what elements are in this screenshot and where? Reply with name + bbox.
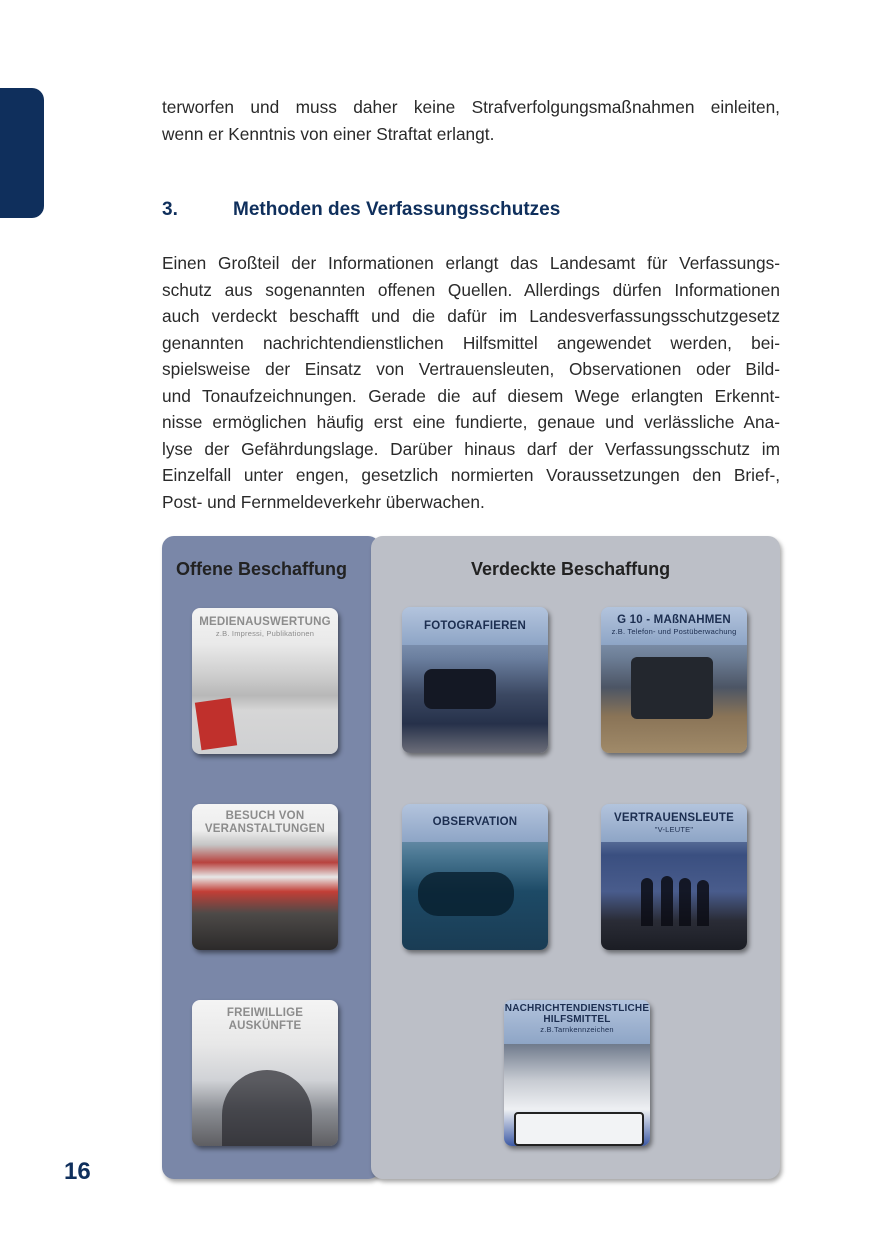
body-paragraph bbox=[162, 250, 780, 515]
text-line: genannten nachrichtendienstlichen Hilfsmittel angewendet werden, bei- bbox=[162, 332, 780, 353]
card-subtitle: z.B. Telefon- und Postüberwachung bbox=[611, 627, 737, 636]
text-line: schutz aus sogenannten offenen Quellen. Allerdings dürfen Informationen bbox=[162, 279, 780, 300]
telephone-image bbox=[631, 657, 713, 719]
card-title-line: HILFSMITTEL bbox=[543, 1014, 611, 1025]
card-label bbox=[601, 614, 747, 636]
text-line: auch verdeckt beschafft und die dafür im Landesverfassungsschutzgesetz bbox=[162, 306, 780, 326]
person-phone-image bbox=[222, 1070, 312, 1146]
open-procurement-title: Offene Beschaffung bbox=[176, 559, 348, 579]
text-line: spielsweise der Einsatz von Vertrauensleuten, Observationen oder Bild- bbox=[162, 359, 780, 379]
card-title-line: VERANSTALTUNGEN bbox=[204, 823, 326, 835]
card-label bbox=[192, 1007, 338, 1033]
page-number: 16 bbox=[64, 1158, 91, 1185]
license-plates-image bbox=[514, 1112, 644, 1146]
text-line: lyse der Gefährdungslage. Darüber hinaus darf der Verfassungsschutz im bbox=[162, 438, 780, 459]
card-label bbox=[192, 810, 338, 836]
text-line: Einzelfall unter engen, gesetzlich normierten Voraussetzungen den Brief-, bbox=[162, 465, 780, 485]
card-title: OBSERVATION bbox=[432, 816, 518, 828]
card-title: MEDIENAUSWERTUNG bbox=[199, 616, 331, 628]
card-voluntary-information bbox=[192, 1000, 338, 1146]
card-intelligence-means bbox=[504, 1000, 650, 1146]
card-label bbox=[192, 616, 338, 638]
card-observation bbox=[402, 804, 548, 950]
newspaper-image bbox=[195, 698, 237, 751]
card-title: FOTOGRAFIEREN bbox=[423, 620, 527, 632]
binoculars-image bbox=[418, 872, 514, 916]
intro-paragraph bbox=[162, 94, 780, 147]
card-title: VERTRAUENSLEUTE bbox=[614, 812, 734, 824]
section-heading bbox=[162, 199, 560, 221]
camera-image bbox=[424, 669, 496, 709]
silhouettes-image bbox=[641, 878, 653, 926]
text-line: Einen Großteil der Informationen erlangt das Landesamt für Verfassungs- bbox=[162, 253, 780, 273]
card-subtitle: z.B. Impressi, Publikationen bbox=[215, 629, 315, 638]
text-line: nisse ermöglichen häufig erst eine fundierte, genaue und verlässliche Ana- bbox=[162, 412, 780, 432]
section-title: Methoden des Verfassungsschutzes bbox=[233, 199, 561, 220]
card-title-line: AUSKÜNFTE bbox=[228, 1020, 302, 1032]
card-title-line: FREIWILLIGE bbox=[226, 1007, 304, 1019]
card-g10-measures bbox=[601, 607, 747, 753]
covert-procurement-title: Verdeckte Beschaffung bbox=[471, 559, 671, 579]
card-subtitle: z.B.Tarnkennzeichen bbox=[540, 1025, 614, 1034]
text-line: und Tonaufzeichnungen. Gerade die auf diesem Wege erlangten Erkennt- bbox=[162, 385, 780, 406]
card-title-line: BESUCH VON bbox=[225, 810, 305, 822]
card-title-line: NACHRICHTENDIENSTLICHE bbox=[504, 1003, 650, 1014]
card-title: G 10 - MAßNAHMEN bbox=[617, 614, 731, 626]
section-number: 3. bbox=[162, 199, 178, 220]
card-label bbox=[601, 812, 747, 834]
card-photography bbox=[402, 607, 548, 753]
text-line: terworfen und muss daher keine Strafverfolgungsmaßnahmen einleiten, bbox=[162, 97, 780, 117]
card-subtitle: "V-LEUTE" bbox=[654, 825, 694, 834]
card-media-analysis bbox=[192, 608, 338, 754]
text-line: wenn er Kenntnis von einer Straftat erlangt. bbox=[162, 123, 495, 144]
card-label bbox=[504, 1003, 650, 1034]
card-attending-events bbox=[192, 804, 338, 950]
chapter-tab bbox=[0, 88, 44, 218]
card-informants bbox=[601, 804, 747, 950]
text-line: Post- und Fernmeldeverkehr überwachen. bbox=[162, 491, 485, 512]
